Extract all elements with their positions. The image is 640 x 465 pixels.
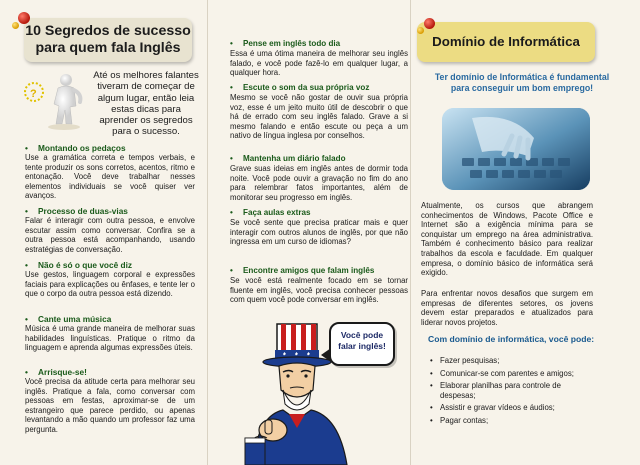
list-item: • Fazer pesquisas;	[430, 356, 590, 366]
red-ball-icon	[18, 12, 30, 24]
tip-text: Falar é interagir com outra pessoa, e envolve escutar assim como conversar. Confira se a outra pessoa está acompanhando, usando estratégias de conversação.	[25, 216, 195, 254]
panel-informatica	[412, 0, 640, 465]
tip-section	[230, 154, 408, 202]
speech-bubble-text: Você pode falar inglês!	[338, 330, 386, 351]
tip-text: Grave suas ideias em inglês antes de dormir toda noite. Você pode ouvir a gravação no fim do ano para relembrar fatos importantes, além de monitorar seu progresso em inglês.	[230, 164, 408, 202]
tip-section	[230, 83, 408, 141]
tip-heading: • Arrisque-se!	[25, 367, 195, 377]
tip-heading: • Escute o som da sua própria voz	[230, 83, 408, 93]
tip-section	[25, 367, 195, 435]
tip-heading: • Processo de duas-vias	[25, 206, 195, 216]
tip-text: Música é uma grande maneira de melhorar suas habilidades linguísticas. Pratique o ritmo da linguagem e aprenda algumas expressões úteis.	[25, 324, 195, 353]
paragraph: Para enfrentar novos desafios que surgem em empresas de diferentes setores, os jovens devem estar preparados e atualizados para liderar novos projetos.	[421, 289, 593, 327]
tip-heading: • Mantenha um diário falado	[230, 154, 408, 164]
page-title: 10 Segredos de sucesso para quem fala Inglês	[25, 23, 191, 56]
tip-heading: • Montando os pedaços	[25, 143, 195, 153]
tip-heading: • Não é só o que você diz	[25, 260, 195, 270]
speech-bubble	[329, 322, 395, 366]
skills-list	[430, 356, 590, 429]
list-item: • Pagar contas;	[430, 416, 590, 426]
paragraph: Atualmente, os cursos que abrangem conhecimentos de Windows, Pacote Office e Internet são a exigência mínima para se conquistar um emprego na área administrativa. Também é conhecimento básico para realizar trabalhos da escola e faculdade. Em qualquer empresa, o domínio básico de informática será exigido.	[421, 201, 593, 278]
list-heading: Com domínio de informática, você pode:	[428, 334, 595, 344]
panel-english-tips-2	[213, 0, 409, 465]
tip-heading: • Faça aulas extras	[230, 208, 408, 218]
yellow-ball-icon	[12, 22, 19, 29]
tip-section	[230, 208, 408, 247]
title-box	[417, 22, 595, 62]
tip-text: Se você sente que precisa praticar mais e quer interagir com outros alunos de inglês, por que não ingressa em um curso de idiomas?	[230, 218, 408, 247]
tip-section	[25, 260, 195, 299]
keyboard-photo	[442, 108, 590, 190]
panel-english-tips-1	[0, 0, 203, 465]
tip-text: Você precisa da atitude certa para melhorar seu inglês. Pratique a fala, como conversar com pessoas em festas, aproximar-se de um estrangeiro que parece perdido, ou apenas levantando a mão quando um professor faz uma pergunta.	[25, 377, 195, 434]
tip-text: Use a gramática correta e tempos verbais, e tente produzir os sons corretos, acentos, ritmo e entonação. Você deve trabalhar nesses elementos individuais se você quiser ver avanços.	[25, 153, 195, 201]
tagline: Ter domínio de Informática é fundamental para conseguir um bom emprego!	[434, 72, 610, 93]
tip-heading: • Pense em inglês todo dia	[230, 39, 408, 49]
list-item: • Elaborar planilhas para controle de despesas;	[430, 381, 590, 400]
yellow-ball-icon	[417, 27, 424, 34]
tip-section	[25, 143, 195, 201]
intro-text: Até os melhores falantes tiveram de começar de algum lugar, então leia estas dicas para aprender os segredos para o sucesso.	[93, 70, 199, 138]
list-item: • Assistir e gravar vídeos e áudios;	[430, 403, 590, 413]
tip-heading: • Cante uma música	[25, 314, 195, 324]
tip-section	[230, 39, 408, 78]
tip-text: Se você está realmente focado em se tornar fluente em inglês, você precisa conhecer pessoas com quem você pode conversar em inglês.	[230, 276, 408, 305]
tip-text: Essa é uma ótima maneira de melhorar seu inglês falado, e você pode fazê-lo em qualquer lugar, a qualquer hora.	[230, 49, 408, 78]
tip-text: Mesmo se você não gostar de ouvir sua própria voz, esse é um jeito muito útil de descobrir o que há de errado com seu inglês falado. Grave a si mesmo falando e então escute ou peça a um nativo de língua inglesa por conselhos.	[230, 93, 408, 141]
red-ball-icon	[424, 18, 435, 29]
tip-section	[25, 206, 195, 254]
tip-section	[230, 266, 408, 305]
title-box	[24, 18, 192, 62]
fold-line	[207, 0, 208, 465]
tip-text: Use gestos, linguagem corporal e expressões faciais para explicações ou ênfases, e tente ler o que o corpo da outra pessoa está dizendo.	[25, 270, 195, 299]
list-item: • Comunicar-se com parentes e amigos;	[430, 369, 590, 379]
svg-text:?: ?	[30, 88, 37, 100]
tip-section	[25, 314, 195, 353]
tip-heading: • Encontre amigos que falam inglês	[230, 266, 408, 276]
fold-line	[410, 0, 411, 465]
thinking-figure-icon	[20, 70, 92, 132]
section-title: Domínio de Informática	[432, 34, 580, 49]
